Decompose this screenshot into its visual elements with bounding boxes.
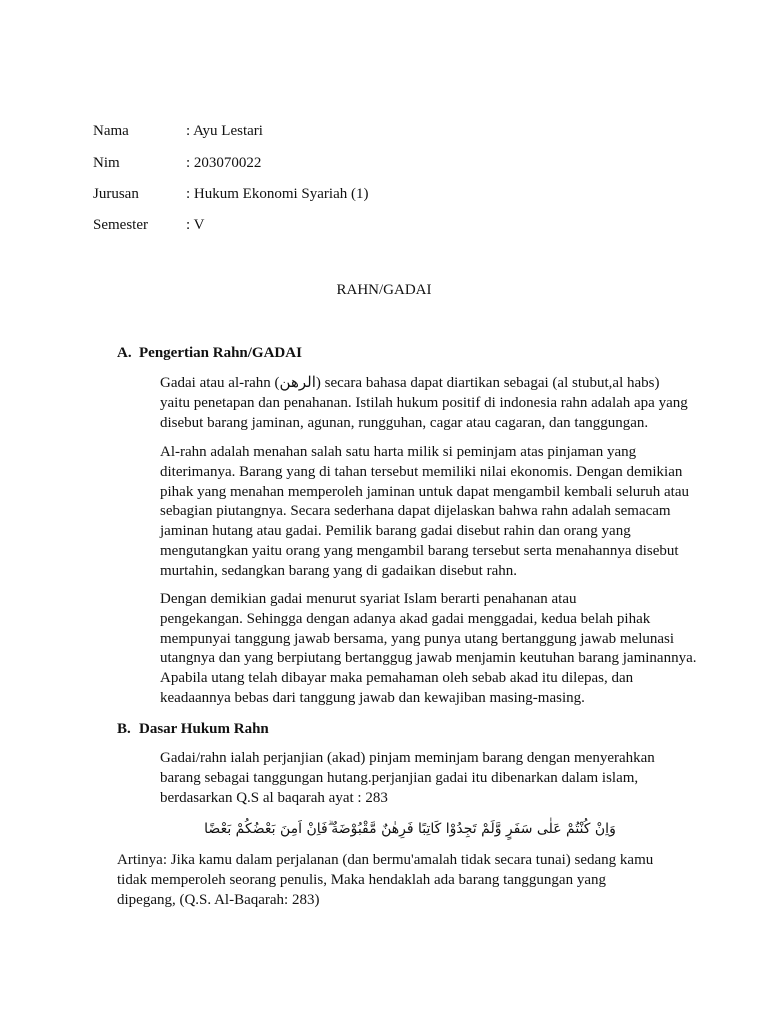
- paragraph-line: berdasarkan Q.S al baqarah ayat : 283: [160, 789, 388, 806]
- section-a-paragraph-1: [117, 374, 688, 433]
- info-row-nim: [93, 153, 261, 173]
- name-label: Nama: [93, 123, 129, 139]
- paragraph-line: Gadai atau al-rahn (الرهن) secara bahasa dapat diartikan sebagai (al stubut,al habs): [160, 375, 660, 391]
- section-a-title: Pengertian Rahn/GADAI: [139, 345, 302, 361]
- paragraph-line: barang sebagai tanggungan hutang.perjanjian gadai itu dibenarkan dalam islam,: [160, 769, 639, 786]
- semester-value: : V: [186, 217, 205, 233]
- paragraph-line: Gadai/rahn ialah perjanjian (akad) pinjam meminjam barang dengan menyerahkan: [160, 750, 655, 766]
- paragraph-line: Apabila utang telah dibayar maka pemahaman oleh sebab akad itu dilepas, dan: [160, 670, 634, 687]
- section-a-paragraph-2: [117, 443, 690, 582]
- paragraph-line: Al-rahn adalah menahan salah satu harta milik si peminjam atas pinjaman yang: [160, 444, 637, 460]
- verse-translation: [117, 851, 687, 910]
- translation-line: Artinya: Jika kamu dalam perjalanan (dan bermu'amalah tidak secara tunai) sedang kamu: [117, 852, 654, 868]
- major-label: Jurusan: [93, 186, 139, 202]
- section-a-letter: A.: [117, 345, 132, 361]
- name-value: : Ayu Lestari: [186, 123, 263, 139]
- section-b-heading: [117, 719, 269, 739]
- paragraph-line: murtahin, sedangkan barang yang di gadaikan disebut rahn.: [160, 562, 517, 579]
- section-a-paragraph-3: [117, 590, 697, 709]
- info-row-name: [93, 121, 263, 141]
- paragraph-line: utangnya dan yang berpiutang bertanggug jawab menjamin keutuhan barang jaminannya.: [160, 650, 697, 667]
- section-b-title: Dasar Hukum Rahn: [139, 721, 269, 737]
- arabic-verse: وَاِنْ كُنْتُمْ عَلٰى سَفَرٍ وَّلَمْ تَجِدُوْا كَاتِبًا فَرِهٰنٌ مَّقْبُوْضَةٌ ۗفَاِنْ اَمِنَ بَعْضُكُمْ بَعْضًا: [204, 821, 616, 837]
- paragraph-line: Dengan demikian gadai menurut syariat Islam berarti penahanan atau: [160, 591, 577, 607]
- paragraph-line: mempunyai tanggung jawab bersama, yang punya utang bertanggung jawab melunasi: [160, 630, 675, 647]
- paragraph-line: keadaannya bebas dari tanggung jawab dan kewajiban masing-masing.: [160, 689, 585, 706]
- info-row-semester: [93, 215, 204, 235]
- major-value: : Hukum Ekonomi Syariah (1): [186, 186, 369, 202]
- translation-line: tidak memperoleh seorang penulis, Maka hendaklah ada barang tanggungan yang: [117, 871, 607, 888]
- translation-line: dipegang, (Q.S. Al-Baqarah: 283): [117, 891, 320, 908]
- paragraph-line: pihak yang menahan memperoleh jaminan untuk dapat mengambil kembali seluruh atau: [160, 483, 690, 500]
- semester-label: Semester: [93, 217, 148, 233]
- section-a-heading: [117, 343, 302, 363]
- paragraph-line: pengekangan. Sehingga dengan adanya akad gadai menggadai, kedua belah pihak: [160, 610, 651, 627]
- paragraph-line: jaminan hutang atau gadai. Pemilik barang gadai disebut rahin dan orang yang: [160, 523, 631, 540]
- info-row-major: [93, 184, 368, 204]
- paragraph-line: disebut barang jaminan, agunan, rungguhan, cagar atau cagaran, dan tanggungan.: [160, 414, 649, 431]
- paragraph-line: sebagian piutangnya. Secara sederhana dapat dijelaskan bahwa rahn adalah semacam: [160, 503, 671, 520]
- section-b-paragraph-1: [117, 749, 677, 808]
- nim-value: : 203070022: [186, 155, 262, 171]
- section-b-letter: B.: [117, 721, 131, 737]
- nim-label: Nim: [93, 155, 120, 171]
- paragraph-line: yaitu penetapan dan penahanan. Istilah hukum positif di indonesia rahn adalah apa yang: [160, 394, 688, 411]
- paragraph-line: diterimanya. Barang yang di tahan tersebut memiliki nilai ekonomis. Dengan demikian: [160, 463, 683, 480]
- paragraph-line: mengutangkan yaitu orang yang mengambil barang tersebut serta menahannya disebut: [160, 542, 679, 559]
- document-title: RAHN/GADAI: [336, 282, 432, 298]
